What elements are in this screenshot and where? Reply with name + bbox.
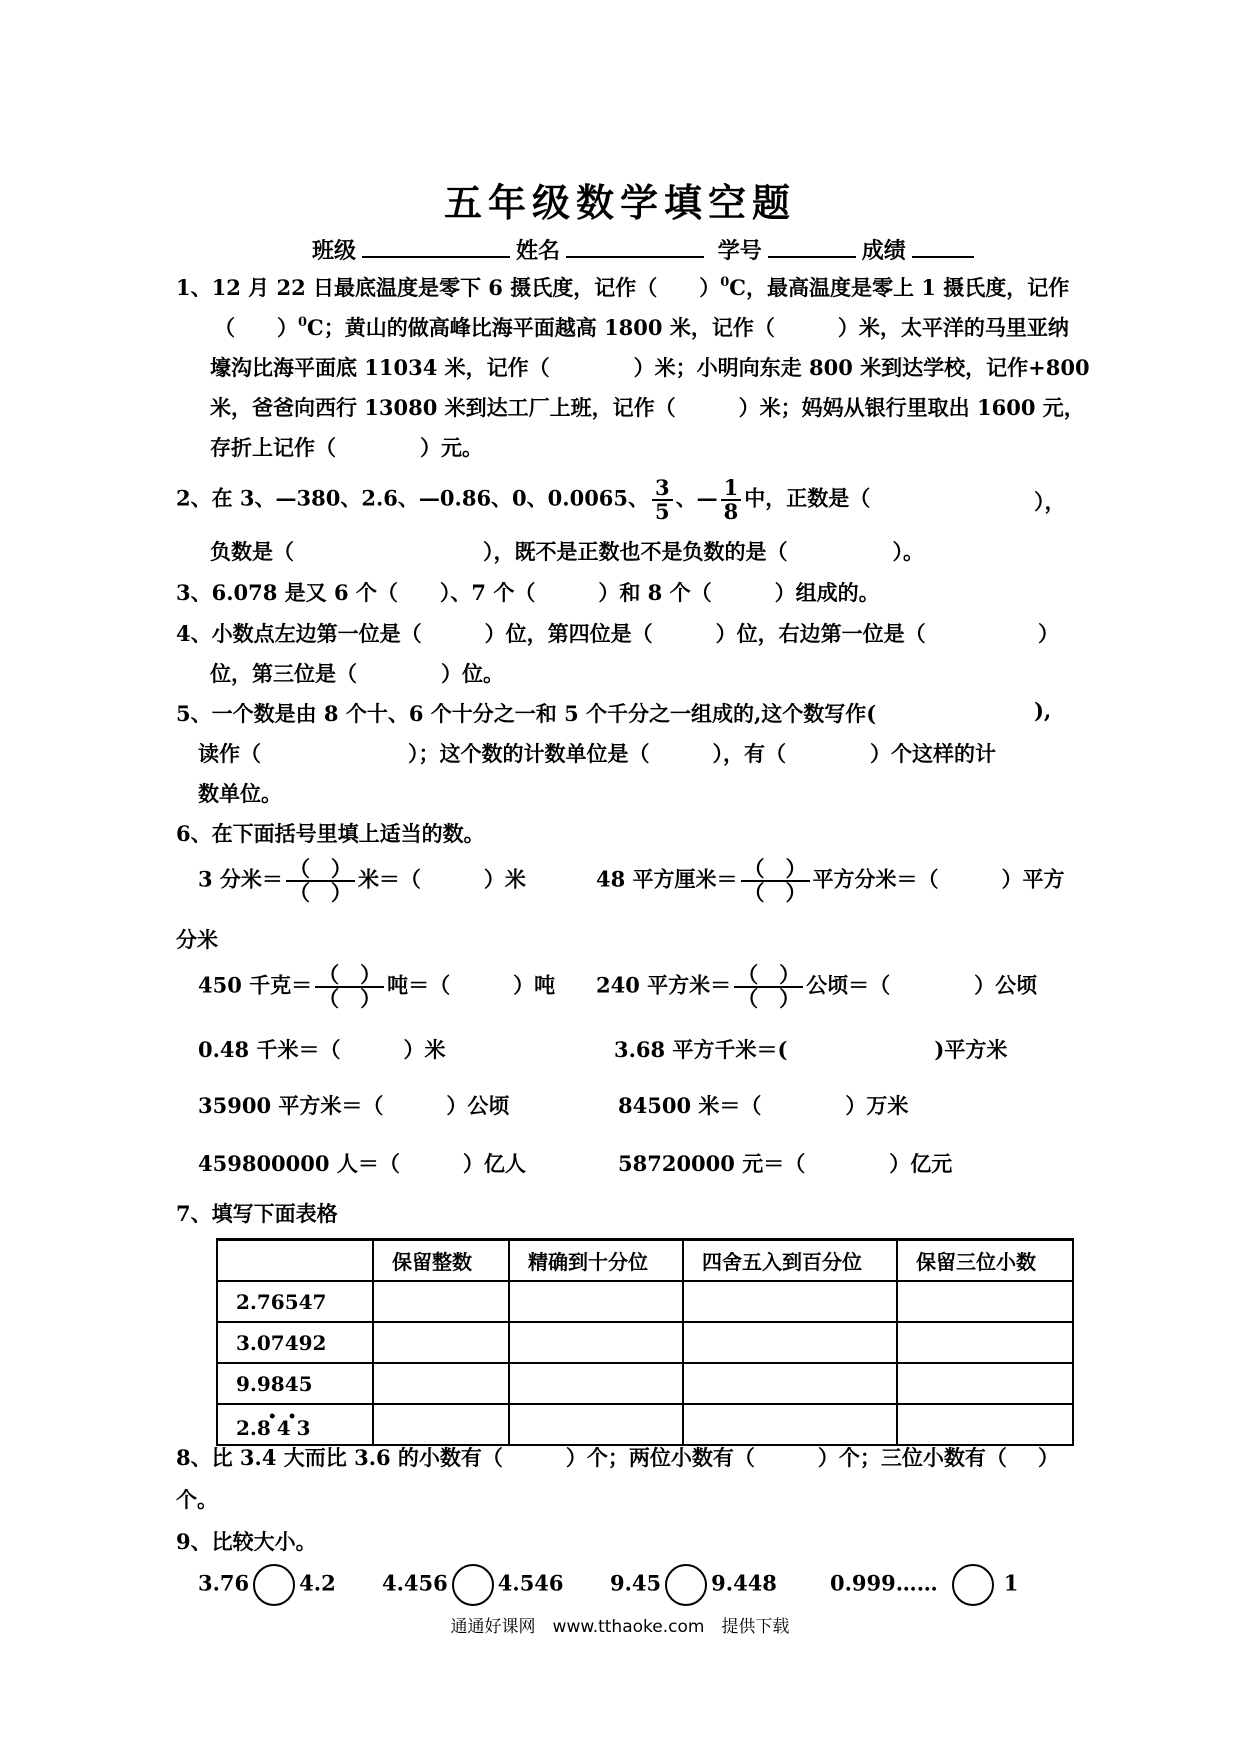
q5-line3: 数单位。 — [198, 781, 282, 806]
q4-line2: 位，第三位是（ ）位。 — [210, 661, 504, 686]
q4-line1-end: ） — [1038, 621, 1059, 646]
compare-item: 9.45 9.448 — [610, 1564, 777, 1606]
q7-title: 7、填写下面表格 — [176, 1201, 338, 1226]
table-row — [217, 1404, 1073, 1445]
answer-cell[interactable] — [509, 1322, 683, 1363]
compare-item: 0.999…… 1 — [830, 1564, 1018, 1606]
compare-item: 3.76 4.2 — [198, 1564, 336, 1606]
q6-row5-right: 58720000 元＝（ ）亿元 — [618, 1151, 953, 1176]
compare-item: 4.456 4.546 — [382, 1564, 564, 1606]
fraction-one-eighth: $\frac{1}{8}$ — [721, 477, 742, 523]
q1-line1: 1、12 月 22 日最底温度是零下 6 摄氏度，记作（ ）$^0$C，最高温度是零上 1 摄氏度，记作 — [176, 275, 1070, 300]
q8-line2: 个。 — [176, 1487, 218, 1512]
q2-line1-end: ）， — [1034, 489, 1066, 514]
repeat-dot: • — [267, 1409, 277, 1425]
q6-row4-left: 35900 平方米＝（ ）公顷 — [198, 1093, 510, 1118]
answer-cell[interactable] — [683, 1281, 897, 1322]
q9-title: 9、比较大小。 — [176, 1529, 317, 1554]
compare-circle[interactable] — [952, 1564, 994, 1606]
q1-line3: 壕沟比海平面底 11034 米，记作（ ）米；小明向东走 800 米到达学校，记作+800 — [210, 355, 1090, 380]
compare-circle[interactable] — [452, 1564, 494, 1606]
q6-title: 6、在下面括号里填上适当的数。 — [176, 821, 485, 846]
answer-cell[interactable] — [509, 1404, 683, 1445]
answer-cell[interactable] — [373, 1322, 509, 1363]
table-header-row — [217, 1240, 1073, 1282]
q6-row2-left: 450 千克＝ $\frac{( )}{( )}$ 吨＝（ ）吨 — [198, 962, 556, 1011]
fraction-three-fifths: $\frac{3}{5}$ — [652, 477, 673, 523]
answer-cell[interactable] — [683, 1363, 897, 1404]
q2-line1: 2、在 3、—380、2.6、—0.86、0、0.0065、 $\frac{3}{5}$ 、— $\frac{1}{8}$ 中，正数是（ — [176, 475, 871, 524]
answer-cell[interactable] — [373, 1281, 509, 1322]
table-header-cell: 四舍五入到百分位 — [683, 1240, 897, 1282]
q1-line2: （ ）$^0$C；黄山的做高峰比海平面越高 1800 米，记作（ ）米，太平洋的马里亚纳 — [214, 315, 1069, 340]
table-row-label-repeating: 2.8•4•3 — [217, 1404, 373, 1445]
score-label: 成绩 — [861, 238, 906, 264]
number-label: 学号 — [717, 238, 762, 264]
answer-cell[interactable] — [509, 1363, 683, 1404]
q6-row1-left: 3 分米＝ $\frac{( )}{( )}$ 米＝（ ）米 — [198, 856, 526, 905]
q1-line4: 米，爸爸向西行 13080 米到达工厂上班，记作（ ）米；妈妈从银行里取出 1600 元， — [210, 395, 1085, 420]
answer-cell[interactable] — [897, 1322, 1073, 1363]
q6-row3-right: 3.68 平方千米＝( )平方米 — [614, 1037, 1008, 1062]
q5-line2: 读作（ ）；这个数的计数单位是（ ），有（ ）个这样的计 — [198, 741, 996, 766]
answer-cell[interactable] — [683, 1404, 897, 1445]
table-header-cell: 保留整数 — [373, 1240, 509, 1282]
q6-row4-right: 84500 米＝（ ）万米 — [618, 1093, 909, 1118]
answer-cell[interactable] — [683, 1322, 897, 1363]
answer-cell[interactable] — [897, 1404, 1073, 1445]
footer-source: 通通好课网 www.tthaoke.com 提供下载 — [450, 1617, 790, 1637]
table-row — [217, 1322, 1073, 1363]
answer-cell[interactable] — [373, 1404, 509, 1445]
name-label: 姓名 — [516, 238, 561, 264]
score-field[interactable] — [912, 236, 974, 258]
repeat-dot: • — [287, 1409, 297, 1425]
q6-row2-right: 240 平方米＝ $\frac{( )}{( )}$ 公顷＝（ ）公顷 — [596, 962, 1038, 1011]
table-row — [217, 1281, 1073, 1322]
q3-line: 3、6.078 是又 6 个（ ）、7 个（ ）和 8 个（ ）组成的。 — [176, 580, 880, 605]
answer-cell[interactable] — [373, 1363, 509, 1404]
class-label: 班级 — [312, 238, 357, 264]
answer-cell[interactable] — [897, 1363, 1073, 1404]
table-header-cell — [217, 1240, 373, 1282]
q1-line5: 存折上记作（ ）元。 — [210, 435, 483, 460]
number-field[interactable] — [768, 236, 856, 258]
q4-line1: 4、小数点左边第一位是（ ）位，第四位是（ ）位，右边第一位是（ — [176, 621, 926, 646]
compare-circle[interactable] — [665, 1564, 707, 1606]
answer-cell[interactable] — [897, 1281, 1073, 1322]
q6-row5-left: 459800000 人＝（ ）亿人 — [198, 1151, 526, 1176]
table-row-label: 3.07492 — [217, 1322, 373, 1363]
q5-line1: 5、一个数是由 8 个十、6 个十分之一和 5 个千分之一组成的,这个数写作( — [176, 701, 877, 726]
rounding-table — [216, 1238, 1074, 1446]
table-header-cell: 保留三位小数 — [897, 1240, 1073, 1282]
table-row-label: 2.76547 — [217, 1281, 373, 1322]
q6-row1-right: 48 平方厘米＝ $\frac{( )}{( )}$ 平方分米＝（ ）平方 — [596, 856, 1065, 905]
name-field[interactable] — [566, 236, 704, 258]
table-header-cell: 精确到十分位 — [509, 1240, 683, 1282]
q5-line1-end: ), — [1034, 698, 1052, 723]
q6-row3-left: 0.48 千米＝（ ）米 — [198, 1037, 446, 1062]
table-row-label: 9.9845 — [217, 1363, 373, 1404]
compare-circle[interactable] — [253, 1564, 295, 1606]
q8-line1-end: ） — [1038, 1445, 1059, 1470]
class-field[interactable] — [362, 236, 510, 258]
q2-line2: 负数是（ ），既不是正数也不是负数的是（ ）。 — [210, 539, 924, 564]
q8-line1: 8、比 3.4 大而比 3.6 的小数有（ ）个；两位小数有（ ）个；三位小数有（ — [176, 1445, 1007, 1470]
q6-row1-wrap: 分米 — [176, 927, 218, 952]
page-title: 五年级数学填空题 — [443, 180, 796, 225]
student-info-line — [312, 234, 980, 265]
answer-cell[interactable] — [509, 1281, 683, 1322]
table-row — [217, 1363, 1073, 1404]
